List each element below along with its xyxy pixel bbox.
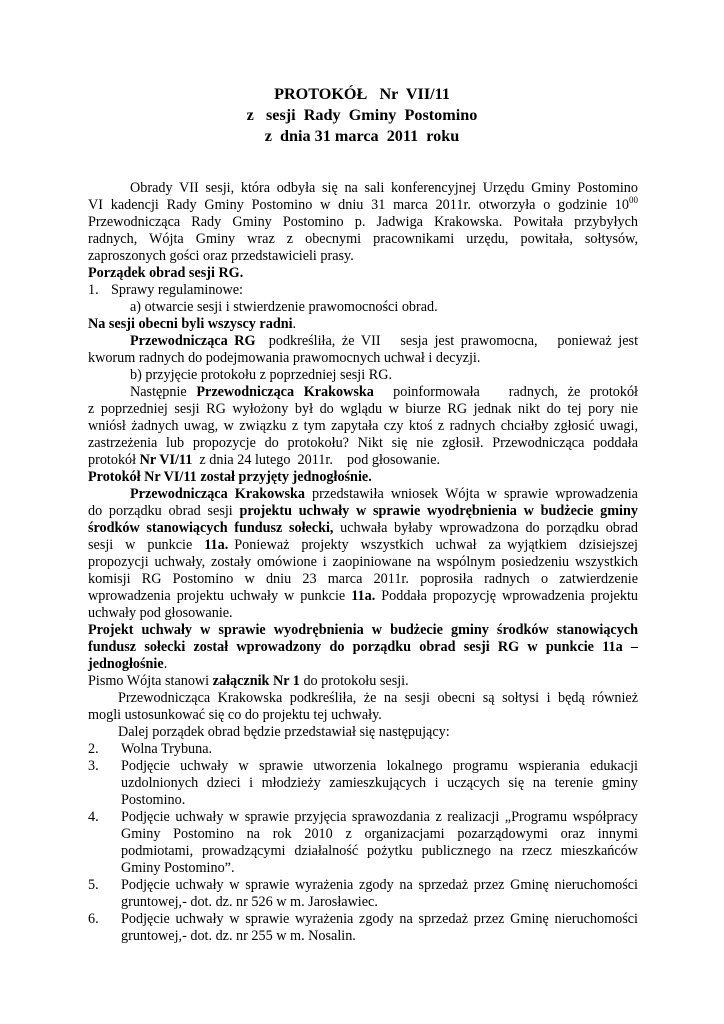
text-line: Przewodnicząca Rady Gminy Postomino p. Jadwiga Krakowska. Powitała przybyłych xyxy=(88,214,638,230)
agenda-item-1 xyxy=(88,282,638,299)
text-span: protokół xyxy=(88,452,140,468)
text-span: Poddała propozycję wprowadzenia projektu xyxy=(375,588,638,604)
text-span: wprowadzenia projektu uchwały w punkcie xyxy=(88,588,352,604)
item-text: gruntowej,- dot. dz. nr 255 w m. Nosalin. xyxy=(121,928,356,944)
text-span: przedstawiła wniosek Wójta w sprawie wprowadzenia xyxy=(304,486,638,502)
item-number: 3. xyxy=(88,758,99,774)
item-number: 5. xyxy=(88,877,99,893)
attachment-line xyxy=(88,673,638,690)
text-span: . xyxy=(163,656,168,672)
text-line: fundusz sołecki został wprowadzony do porządku obrad sesji RG w punkcie 11a – xyxy=(88,639,638,655)
text-line xyxy=(88,656,638,673)
document-subtitle-session: z sesji Rady Gminy Postomino xyxy=(246,106,478,124)
item-text: Postomino. xyxy=(121,792,186,808)
attachment-reference: załącznik Nr 1 xyxy=(212,673,300,689)
text-line: propozycji uchwały, zostały omówione i zaopiniowane na wspólnym posiedzeniu wszystkich xyxy=(88,554,638,570)
item-number: 4. xyxy=(88,809,99,825)
item-text: Podjęcie uchwały w sprawie utworzenia lokalnego programu wspierania edukacji xyxy=(121,758,638,774)
item-text: uzdolnionych dzieci i młodzieży zamieszkujących i uczących się na terenie gminy xyxy=(121,775,638,791)
item-text: Gminy Postomino na rok 2010 z organizacjami pozarządowymi oraz innymi xyxy=(121,826,638,842)
item-text: Wolna Trybuna. xyxy=(121,741,213,757)
text-line: komisji RG Postomino w dniu 23 marca 2011r. poprosiła radnych o zatwierdzenie xyxy=(88,571,638,587)
agenda-heading: Porządek obrad sesji RG. xyxy=(88,265,244,281)
item-text: Gminy Postomino”. xyxy=(121,860,235,876)
text-span: Pismo Wójta stanowi xyxy=(88,673,213,689)
superscript-time: 00 xyxy=(629,195,638,205)
item-text: Podjęcie uchwały w sprawie wyrażenia zgody na sprzedaż przez Gminę nieruchomości xyxy=(121,877,638,893)
text-span: VI kadencji Rady Gminy Postomino w dniu 31 marca 2011r. otworzyła o godzinie 10 xyxy=(88,197,629,213)
item-number: 6. xyxy=(88,911,99,927)
text-line xyxy=(88,197,638,214)
text-line: kworum radnych do podejmowania prawomocnych uchwał i decyzji. xyxy=(88,350,481,366)
text-span: Na sesji obecni byli wszyscy radni xyxy=(88,316,293,332)
text-line xyxy=(88,503,638,520)
text-span: 11a. xyxy=(351,588,376,604)
text-span: do porządku obrad sesji xyxy=(88,503,240,519)
text-span: Ponieważ projekty wszystkich uchwał za wyjątkiem dzisiejszej xyxy=(228,537,638,553)
item-text: gruntowej,- dot. dz. nr 526 w m. Jarosławiec. xyxy=(121,894,378,910)
text-span: poinformowała radnych, że protokół xyxy=(373,384,638,400)
document-title: PROTOKÓŁ Nr VII/11 xyxy=(274,85,450,103)
protocol-accepted-line: Protokół Nr VI/11 został przyjęty jednogłośnie. xyxy=(88,469,372,485)
text-span: Przewodnicząca Krakowska xyxy=(196,384,374,400)
item-number: 2. xyxy=(88,741,99,757)
text-line xyxy=(130,384,638,401)
text-line xyxy=(88,452,638,469)
text-line: Obrady VII sesji, która odbyła się na sali konferencyjnej Urzędu Gminy Postomino xyxy=(130,180,638,196)
text-span: jednogłośnie xyxy=(88,656,164,672)
text-line xyxy=(130,486,638,503)
text-span: Przewodnicząca Krakowska xyxy=(130,486,305,502)
text-span: projektu uchwały w sprawie wyodrębnienia w budżecie gminy xyxy=(239,503,638,519)
text-line: mogli ustosunkować się co do projektu tej uchwały. xyxy=(88,707,382,723)
text-span: . xyxy=(292,316,297,332)
item-text: Podjęcie uchwały w sprawie wyrażenia zgody na sprzedaż przez Gminę nieruchomości xyxy=(121,911,638,927)
text-line: zaproszonych gości oraz przedstawicieli prasy. xyxy=(88,248,354,264)
text-line: Przewodnicząca Krakowska podkreśliła, że na sesji obecni są sołtysi i będą również xyxy=(118,690,638,706)
item-text: Sprawy regulaminowe: xyxy=(111,282,243,298)
item-number: 1. xyxy=(88,282,99,298)
text-line: radnych, Wójta Gminy wraz z obecnymi pracownikami urzędu, powitała, sołtysów, xyxy=(88,231,638,247)
agenda-intro-line: Dalej porządek obrad będzie przedstawiał się następujący: xyxy=(118,724,450,740)
attendance-line xyxy=(88,316,638,333)
text-line xyxy=(88,537,638,554)
item-text: Podjęcie uchwały w sprawie przyjęcia sprawozdania z realizacji „Programu współpracy xyxy=(121,809,638,825)
item-text: podmiotami, prowadzącymi działalność pożytku publicznego na rzecz mieszkańców xyxy=(121,843,638,859)
text-span: Nr VI/11 xyxy=(139,452,193,468)
text-span: środków stanowiących fundusz sołecki, xyxy=(88,520,334,536)
text-span: 11a. xyxy=(204,537,229,553)
agenda-subitem-a: a) otwarcie sesji i stwierdzenie prawomocności obrad. xyxy=(130,299,438,315)
text-span: Przewodnicząca RG xyxy=(130,333,256,349)
text-span: z dnia 24 lutego 2011r. pod głosowanie. xyxy=(192,452,441,468)
text-span: podkreśliła, że VII sesja jest prawomocna, ponieważ jest xyxy=(255,333,639,349)
text-span: uchwała byłaby wprowadzona do porządku obrad xyxy=(333,520,638,536)
text-span: do protokołu sesji. xyxy=(299,673,409,689)
text-line: Projekt uchwały w sprawie wyodrębnienia w budżecie gminy środków stanowiących xyxy=(88,622,638,638)
text-line xyxy=(130,333,638,350)
text-span: Następnie xyxy=(130,384,197,400)
text-line xyxy=(88,520,638,537)
text-line xyxy=(88,588,638,605)
text-span: sesji w punkcie xyxy=(88,537,205,553)
text-line: zastrzeżenia lub propozycje do protokołu? Nikt się nie zgłosił. Przewodnicząca poddała xyxy=(88,435,638,451)
text-line: z poprzedniej sesji RG wyłożony był do wglądu w biurze RG jednak nikt do tej pory nie xyxy=(88,401,638,417)
agenda-subitem-b: b) przyjęcie protokołu z poprzedniej sesji RG. xyxy=(130,367,392,383)
text-line: uchwały pod głosowanie. xyxy=(88,605,233,621)
document-subtitle-date: z dnia 31 marca 2011 roku xyxy=(264,127,460,145)
text-line: wniósł żadnych uwag, w związku z tym zapytała czy ktoś z radnych chciałby zgłosić uwagi, xyxy=(88,418,638,434)
